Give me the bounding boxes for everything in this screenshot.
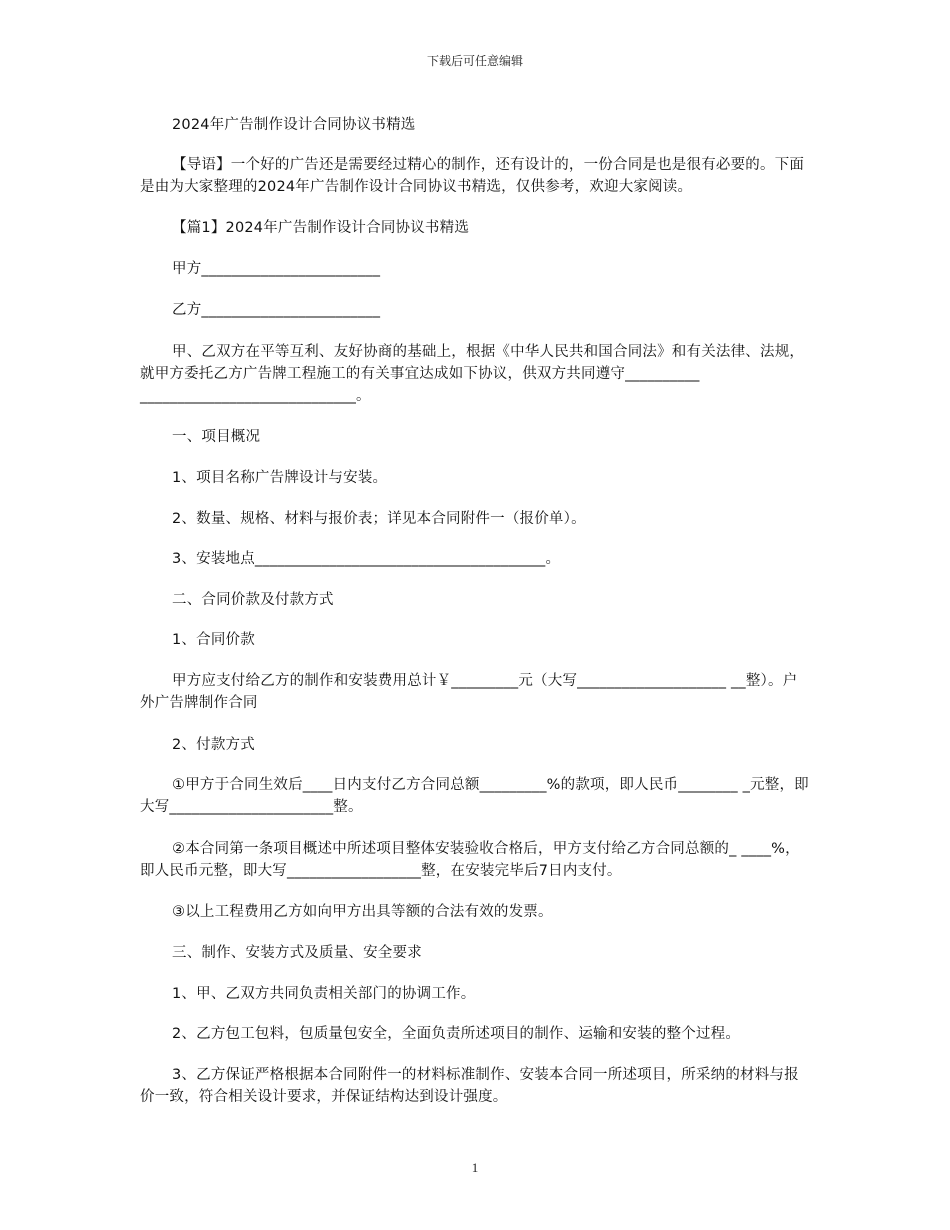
clause-1-2: 2、数量、规格、材料与报价表；详见本合同附件一（报价单）。 [172, 511, 586, 527]
clause-1-1: 1、项目名称广告牌设计与安装。 [172, 470, 388, 486]
document-title: 2024年广告制作设计合同协议书精选 [172, 117, 416, 133]
clause-3-1: 1、甲、乙双方共同负责相关部门的协调工作。 [172, 986, 476, 1002]
payment-term-2: ②本合同第一条项目概述中所述项目整体安装验收合格后，甲方支付给乙方合同总额的_ ____%，即人民币元整，即大写__________________整，在安装完毕后7日内支付。 [140, 841, 800, 879]
payment-term-3: ③以上工程费用乙方如向甲方出具等额的合法有效的发票。 [172, 904, 553, 920]
contract-price-paragraph: 甲方应支付给乙方的制作和安装费用总计￥_________元（大写____________________ __整）。户外广告牌制作合同 [140, 673, 798, 711]
clause-3-2: 2、乙方包工包料，包质量包安全，全面负责所述项目的制作、运输和安装的整个过程。 [172, 1026, 741, 1042]
clause-1-3: 3、安装地点_______________________________________。 [172, 551, 561, 567]
page-number: 1 [471, 1160, 479, 1175]
intro-paragraph: 【导语】一个好的广告还是需要经过精心的制作，还有设计的，一份合同是也是很有必要的。下面是由为大家整理的2024年广告制作设计合同协议书精选，仅供参考，欢迎大家阅读。 [140, 157, 805, 195]
clause-2-1: 1、合同价款 [172, 632, 255, 648]
preamble-paragraph: 甲、乙双方在平等互利、友好协商的基础上，根据《中华人民共和国合同法》和有关法律、法规，就甲方委托乙方广告牌工程施工的有关事宜达成如下协议，供双方共同遵守__________ _____________________________。 [140, 344, 805, 404]
party-a-line: 甲方________________________ [172, 261, 381, 277]
clause-2-2: 2、付款方式 [172, 737, 255, 753]
clause-3-3: 3、乙方保证严格根据本合同附件一的材料标准制作、安装本合同一所述项目，所采纳的材料与报价一致，符合相关设计要求，并保证结构达到设计强度。 [140, 1067, 799, 1105]
section-1-title: 一、项目概况 [172, 429, 261, 445]
payment-term-1: ①甲方于合同生效后____日内支付乙方合同总额_________%的款项，即人民币________ _元整，即大写______________________整。 [140, 777, 809, 815]
party-b-line: 乙方________________________ [172, 302, 381, 318]
part-heading: 【篇1】2024年广告制作设计合同协议书精选 [172, 220, 470, 236]
section-2-title: 二、合同价款及付款方式 [172, 592, 334, 608]
page-header: 下载后可任意编辑 [426, 54, 523, 68]
section-3-title: 三、制作、安装方式及质量、安全要求 [172, 945, 422, 961]
